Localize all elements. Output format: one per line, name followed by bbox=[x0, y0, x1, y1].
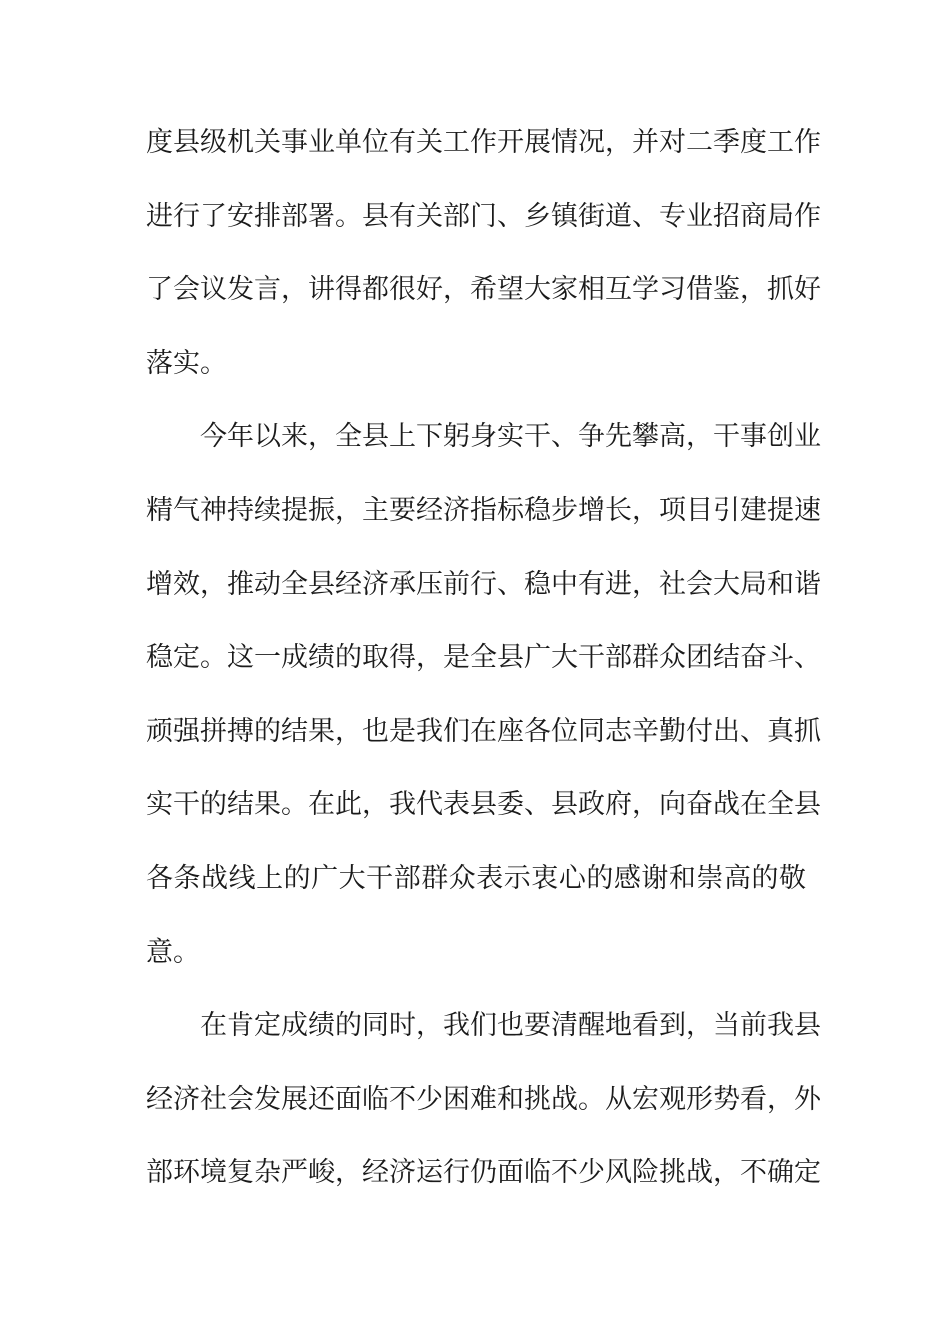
paragraph bbox=[146, 410, 821, 999]
body-text bbox=[146, 116, 821, 1220]
text-line: 在肯定成绩的同时，我们也要清醒地看到，当前我县 bbox=[200, 1010, 821, 1042]
paragraph bbox=[146, 116, 821, 410]
text-line: 增效，推动全县经济承压前行、稳中有进，社会大局和谐 bbox=[146, 568, 821, 600]
text-line: 今年以来，全县上下躬身实干、争先攀高，干事创业 bbox=[200, 421, 821, 453]
text-line: 顽强拼搏的结果，也是我们在座各位同志辛勤付出、真抓 bbox=[146, 715, 821, 747]
paragraph bbox=[146, 999, 821, 1220]
text-line: 精气神持续提振，主要经济指标稳步增长，项目引建提速 bbox=[146, 494, 821, 526]
text-line: 实干的结果。在此，我代表县委、县政府，向奋战在全县 bbox=[146, 789, 821, 821]
text-line: 经济社会发展还面临不少困难和挑战。从宏观形势看，外 bbox=[146, 1083, 821, 1115]
text-line: 了会议发言，讲得都很好，希望大家相互学习借鉴，抓好 bbox=[146, 274, 821, 306]
text-line: 落实。 bbox=[146, 347, 227, 379]
text-line: 进行了安排部署。县有关部门、乡镇街道、专业招商局作 bbox=[146, 200, 821, 232]
text-line: 部环境复杂严峻，经济运行仍面临不少风险挑战，不确定 bbox=[146, 1157, 821, 1189]
text-line: 意。 bbox=[146, 936, 200, 968]
text-line: 度县级机关事业单位有关工作开展情况，并对二季度工作 bbox=[146, 127, 821, 158]
text-line: 稳定。这一成绩的取得，是全县广大干部群众团结奋斗、 bbox=[146, 642, 821, 674]
text-line: 各条战线上的广大干部群众表示衷心的感谢和崇高的敬 bbox=[146, 862, 806, 894]
